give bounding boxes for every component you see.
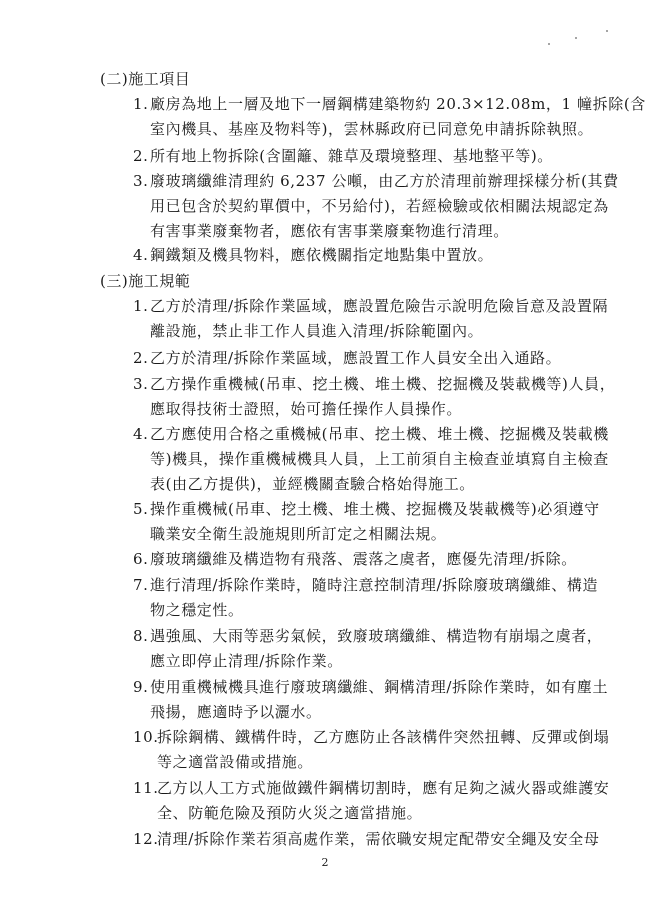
item-number: 5. — [133, 500, 149, 518]
scan-speck — [575, 37, 577, 39]
item-line: 室內機具、基座及物料等)，雲林縣政府已同意免申請拆除執照。 — [150, 120, 594, 138]
item-number: 7. — [133, 576, 149, 594]
scan-speck — [606, 30, 608, 32]
item-line: 廢玻璃纖維及構造物有飛落、震落之虞者，應優先清理/拆除。 — [150, 550, 577, 568]
item-line: 全、防範危險及預防火災之適當措施。 — [157, 804, 423, 822]
item-line: 廠房為地上一層及地下一層鋼構建築物約 20.3×12.08m，1 幢拆除(含 — [150, 95, 646, 113]
item-number: 3. — [133, 172, 149, 190]
item-line: 飛揚，應適時予以灑水。 — [150, 703, 322, 721]
scan-speck — [548, 43, 550, 45]
item-line: 拆除鋼構、鐵構件時，乙方應防止各該構件突然扭轉、反彈或倒塌 — [157, 728, 610, 746]
item-line: 表(由乙方提供)，並經機關查驗合格始得施工。 — [150, 475, 475, 493]
item-line: 使用重機械機具進行廢玻璃纖維、鋼構清理/拆除作業時，如有塵土 — [150, 678, 609, 696]
item-line: 所有地上物拆除(含圍籬、雜草及環境整理、基地整平等)。 — [150, 147, 553, 165]
section-heading: (三)施工規範 — [100, 272, 191, 290]
item-line: 進行清理/拆除作業時，隨時注意控制清理/拆除廢玻璃纖維、構造 — [150, 576, 599, 594]
item-line: 職業安全衛生設施規則所訂定之相關法規。 — [150, 525, 447, 543]
item-line: 用已包含於契約單價中，不另給付)，若經檢驗或依相關法規認定為 — [150, 197, 609, 215]
item-line: 遇強風、大雨等惡劣氣候，致廢玻璃纖維、構造物有崩塌之虞者， — [150, 627, 603, 645]
item-number: 10. — [133, 728, 159, 746]
item-number: 4. — [133, 246, 149, 264]
item-line: 乙方於清理/拆除作業區域，應設置危險告示說明危險旨意及設置隔 — [150, 297, 609, 315]
item-number: 12. — [133, 830, 159, 848]
item-line: 乙方於清理/拆除作業區域，應設置工作人員安全出入通路。 — [150, 349, 562, 367]
item-line: 應立即停止清理/拆除作業。 — [150, 652, 343, 670]
item-line: 等之適當設備或措施。 — [157, 753, 314, 771]
item-line: 清理/拆除作業若須高處作業，需依職安規定配帶安全繩及安全母 — [157, 830, 600, 848]
page-number: 2 — [321, 856, 329, 869]
item-number: 2. — [133, 147, 149, 165]
item-line: 廢玻璃纖維清理約 6,237 公噸，由乙方於清理前辦理採樣分析(其費 — [150, 172, 619, 190]
item-line: 應取得技術士證照，始可擔任操作人員操作。 — [150, 400, 463, 418]
item-line: 離設施，禁止非工作人員進入清理/拆除範圍內。 — [150, 322, 484, 340]
item-line: 物之穩定性。 — [150, 601, 244, 619]
item-line: 等)機具，操作重機械機具人員，上工前須自主檢查並填寫自主檢查 — [150, 450, 609, 468]
item-number: 8. — [133, 627, 149, 645]
item-number: 1. — [133, 297, 149, 315]
item-number: 9. — [133, 678, 149, 696]
item-number: 2. — [133, 349, 149, 367]
item-number: 11. — [133, 779, 159, 797]
item-number: 3. — [133, 375, 149, 393]
item-line: 有害事業廢棄物者，應依有害事業廢棄物進行清理。 — [150, 222, 509, 240]
item-line: 乙方操作重機械(吊車、挖土機、堆土機、挖掘機及裝載機等)人員， — [150, 375, 616, 393]
item-number: 4. — [133, 425, 149, 443]
item-line: 乙方應使用合格之重機械(吊車、挖土機、堆土機、挖掘機及裝載機 — [150, 425, 609, 443]
item-line: 操作重機械(吊車、挖土機、堆土機、挖掘機及裝載機等)必須遵守 — [150, 500, 600, 518]
item-line: 鋼鐵類及機具物料，應依機關指定地點集中置放。 — [150, 246, 494, 264]
item-number: 1. — [133, 95, 149, 113]
item-line: 乙方以人工方式施做鐵件鋼構切割時，應有足夠之滅火器或維護安 — [157, 779, 610, 797]
item-number: 6. — [133, 550, 149, 568]
section-heading: (二)施工項目 — [100, 70, 191, 88]
